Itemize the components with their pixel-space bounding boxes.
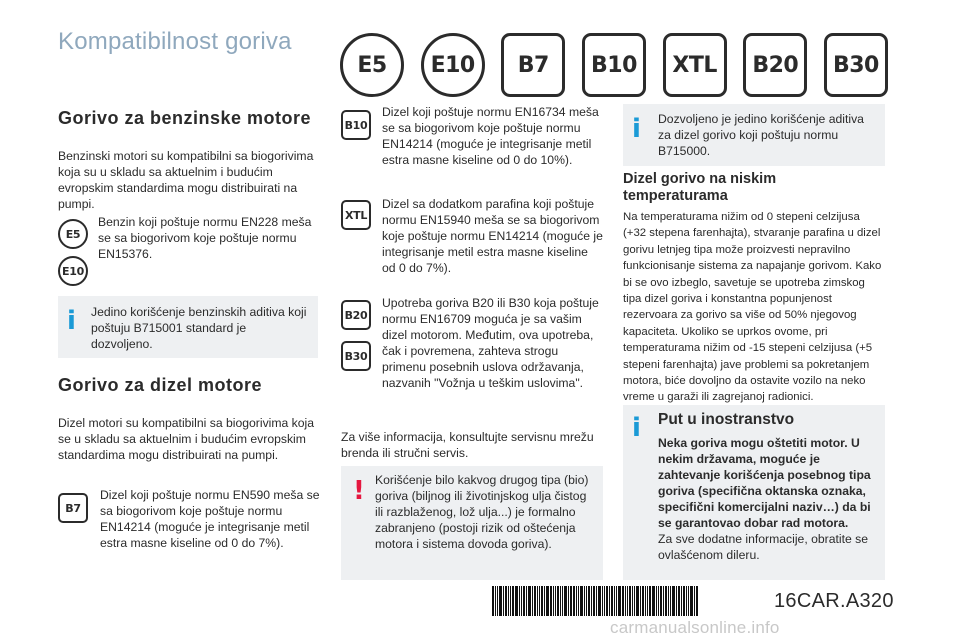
barcode-bar xyxy=(606,586,608,616)
barcode-bar xyxy=(591,586,592,616)
barcode-bar xyxy=(688,586,689,616)
barcode-bar xyxy=(663,586,664,616)
barcode-bar xyxy=(526,586,527,616)
barcode-bar xyxy=(609,586,610,616)
barcode-bar xyxy=(578,586,579,616)
petrol-additive-note xyxy=(58,296,318,358)
abroad-text: Za sve dodatne informacije, obratite se ovlašćenom dileru. xyxy=(658,532,869,562)
cold-heading xyxy=(623,171,885,205)
petrol-e5-e10-text: Benzin koji poštuje normu EN228 meša se sa biogorivom koje poštuje normu EN15376. xyxy=(98,215,312,261)
barcode-bar xyxy=(686,586,687,616)
barcode-bar xyxy=(546,586,549,616)
barcode-bar xyxy=(515,586,518,616)
barcode-bar xyxy=(593,586,595,616)
barcode-bar xyxy=(550,586,552,616)
barcode-bar xyxy=(629,586,631,616)
fuel-badge-b20: B20 xyxy=(743,33,807,97)
barcode-bar xyxy=(519,586,520,616)
barcode-bar xyxy=(580,586,583,616)
barcode-bar xyxy=(604,586,605,616)
diesel-b20-b30-text: Upotreba goriva B20 ili B30 koja poštuje normu EN16709 moguća je sa vašim dizel motorom. Međutim, ova upotreba, čak i povremena, zahteva strogu primenu posebnih uslova održavanja, nazvanih "Vožnja u teškim uslovima". xyxy=(382,296,599,390)
barcode-bar xyxy=(649,586,651,616)
diesel-badge-b30: B30 xyxy=(341,341,371,371)
petrol-badge-e10: E10 xyxy=(58,256,88,286)
barcode-bar xyxy=(495,586,496,616)
barcode xyxy=(492,586,716,616)
barcode-bar xyxy=(656,586,657,616)
info-icon: i xyxy=(632,114,641,144)
barcode-bar xyxy=(616,586,617,616)
barcode-bar xyxy=(681,586,682,616)
barcode-bar xyxy=(683,586,685,616)
barcode-bar xyxy=(570,586,572,616)
barcode-bar xyxy=(584,586,585,616)
cold-heading-line1: Dizel gorivo na niskim xyxy=(623,171,777,187)
fuel-badge-b7: B7 xyxy=(501,33,565,97)
diesel-b7-text: Dizel koji poštuje normu EN590 meša se sa biogorivom koje poštuje normu EN14214 (moguće je integrisanje metil estra masne kiseline od 0 do 7%). xyxy=(100,488,320,550)
barcode-bar xyxy=(560,586,561,616)
fuel-badge-row xyxy=(340,33,888,99)
abroad-heading: Put u inostranstvo xyxy=(658,411,795,428)
info-icon: i xyxy=(632,413,641,443)
diesel-additive-text: Dozvoljeno je jedino korišćenje aditiva za dizel gorivo koji poštuju normu B715000. xyxy=(658,112,864,158)
barcode-bar xyxy=(534,586,536,616)
barcode-bar xyxy=(618,586,621,616)
barcode-bar xyxy=(660,586,662,616)
barcode-bar xyxy=(668,586,669,616)
barcode-bar xyxy=(588,586,590,616)
abroad-note xyxy=(623,405,885,580)
diesel-warning-note xyxy=(341,466,603,580)
barcode-bar xyxy=(586,586,587,616)
diesel-additive-note xyxy=(623,104,885,166)
barcode-bar xyxy=(665,586,667,616)
diesel-xtl-text: Dizel sa dodatkom parafina koji poštuje normu EN15940 meša se sa biogorivom koje poštuje normu EN14214 (moguće je integrisanje metil estra masne kiseline od 0 do 7%). xyxy=(382,197,603,275)
diesel-b10-text: Dizel koji poštuje normu EN16734 meša se sa biogorivom koje poštuje normu EN14214 (moguće je integrisanje metil estra masne kiseline od 0 do 10%). xyxy=(382,105,599,167)
barcode-bar xyxy=(658,586,659,616)
barcode-bar xyxy=(622,586,624,616)
barcode-bar xyxy=(627,586,628,616)
fuel-badge-xtl: XTL xyxy=(663,33,727,97)
barcode-bar xyxy=(557,586,559,616)
barcode-bar xyxy=(625,586,626,616)
petrol-intro: Benzinski motori su kompatibilni sa biogorivima koja su u skladu sa aktuelnim i budućim evropskim standardima mogu distribuirati na pumpi. xyxy=(58,149,314,211)
barcode-bar xyxy=(512,586,514,616)
barcode-bar xyxy=(652,586,655,616)
warning-icon: ! xyxy=(353,476,365,506)
barcode-bar xyxy=(492,586,494,616)
barcode-bar xyxy=(539,586,540,616)
barcode-bar xyxy=(676,586,677,616)
barcode-bar xyxy=(642,586,644,616)
barcode-bar xyxy=(497,586,498,616)
barcode-bar xyxy=(499,586,502,616)
barcode-bar xyxy=(568,586,569,616)
barcode-bar xyxy=(521,586,522,616)
barcode-bar xyxy=(508,586,509,616)
barcode-bar xyxy=(573,586,575,616)
petrol-note-text: Jedino korišćenje benzinskih aditiva koji poštuju B715001 standard je dozvoljeno. xyxy=(91,305,307,351)
cold-text: Na temperaturama nižim od 0 stepeni celzijusa (+32 stepena farenhajta), stvaranje parafina u dizel gorivu letnjeg tipa može proizvesti nepravilno funkcionisanje sistema za napajanje gorivom. Kako bi se ovo izbeglo, savetuje se upotreba zimskog tipa dizel goriva i konstantna popunjenost rezervoara za gorivo sa više od 50% njegovog kapaciteta. Ukoliko se uprkos ovome, pri temperaturama nižim od -15 stepeni celzijusa (+5 stepeni farenhajta) jave problemi sa pokretanjem motora, biće dovoljno da ostavite vozilo na neko vreme u garaži ili zagrejanoj radionici. xyxy=(623,211,882,404)
barcode-bar xyxy=(690,586,693,616)
barcode-bar xyxy=(503,586,504,616)
barcode-bar xyxy=(541,586,543,616)
cold-heading-line2: temperaturama xyxy=(623,188,728,204)
barcode-bar xyxy=(645,586,646,616)
barcode-bar xyxy=(611,586,613,616)
barcode-bar xyxy=(694,586,695,616)
document-code: 16CAR.A320 xyxy=(774,590,894,612)
abroad-bold-text: Neka goriva mogu oštetiti motor. U nekim državama, moguće je zahtevanje korišćenja posebnog tipa goriva (specifična oktanska oznaka, specifični komercijalni naziv…) da bi se garantovao dobar rad motora. xyxy=(658,436,871,530)
fuel-badge-b10: B10 xyxy=(582,33,646,97)
barcode-bar xyxy=(670,586,671,616)
fuel-badge-b30: B30 xyxy=(824,33,888,97)
barcode-bar xyxy=(510,586,511,616)
diesel-badge-b20: B20 xyxy=(341,300,371,330)
watermark: carmanualsonline.info xyxy=(610,618,780,637)
barcode-bar xyxy=(596,586,597,616)
barcode-bar xyxy=(696,586,698,616)
barcode-bar xyxy=(562,586,563,616)
barcode-bar xyxy=(640,586,641,616)
diesel-more-info: Za više informacija, konsultujte servisnu mrežu brenda ili stručni servis. xyxy=(341,430,594,460)
barcode-bar xyxy=(647,586,648,616)
barcode-bar xyxy=(672,586,675,616)
diesel-badge-xtl: XTL xyxy=(341,200,371,230)
barcode-bar xyxy=(614,586,615,616)
barcode-bar xyxy=(634,586,635,616)
barcode-bar xyxy=(632,586,633,616)
petrol-heading: Gorivo za benzinske motore xyxy=(58,108,312,128)
barcode-bar xyxy=(602,586,603,616)
barcode-bar xyxy=(564,586,567,616)
barcode-bar xyxy=(636,586,639,616)
diesel-heading: Gorivo za dizel motore xyxy=(58,375,263,395)
barcode-bar xyxy=(523,586,525,616)
page-title: Kompatibilnost goriva xyxy=(58,28,292,55)
fuel-badge-e10: E10 xyxy=(421,33,485,97)
barcode-bar xyxy=(553,586,554,616)
barcode-bar xyxy=(576,586,577,616)
barcode-bar xyxy=(505,586,507,616)
info-icon: i xyxy=(67,306,76,336)
diesel-badge-b7: B7 xyxy=(58,493,88,523)
diesel-intro: Dizel motori su kompatibilni sa biogorivima koja se u skladu sa aktuelnim i budućim evropskim standardima mogu distribuirati na pumpi. xyxy=(58,416,315,462)
diesel-badge-b10: B10 xyxy=(341,110,371,140)
fuel-badge-e5: E5 xyxy=(340,33,404,97)
barcode-bar xyxy=(544,586,545,616)
diesel-warning-text: Korišćenje bilo kakvog drugog tipa (bio) goriva (biljnog ili životinjskog ulja čistog ili razblaženog, lož ulja...) je formalno zabranjeno (postoji rizik od oštećenja motora i sistema dovoda goriva). xyxy=(375,473,589,551)
barcode-bar xyxy=(678,586,680,616)
barcode-bar xyxy=(555,586,556,616)
barcode-bar xyxy=(537,586,538,616)
barcode-bar xyxy=(598,586,601,616)
petrol-badge-e5: E5 xyxy=(58,219,88,249)
barcode-bar xyxy=(532,586,533,616)
barcode-bar xyxy=(528,586,531,616)
